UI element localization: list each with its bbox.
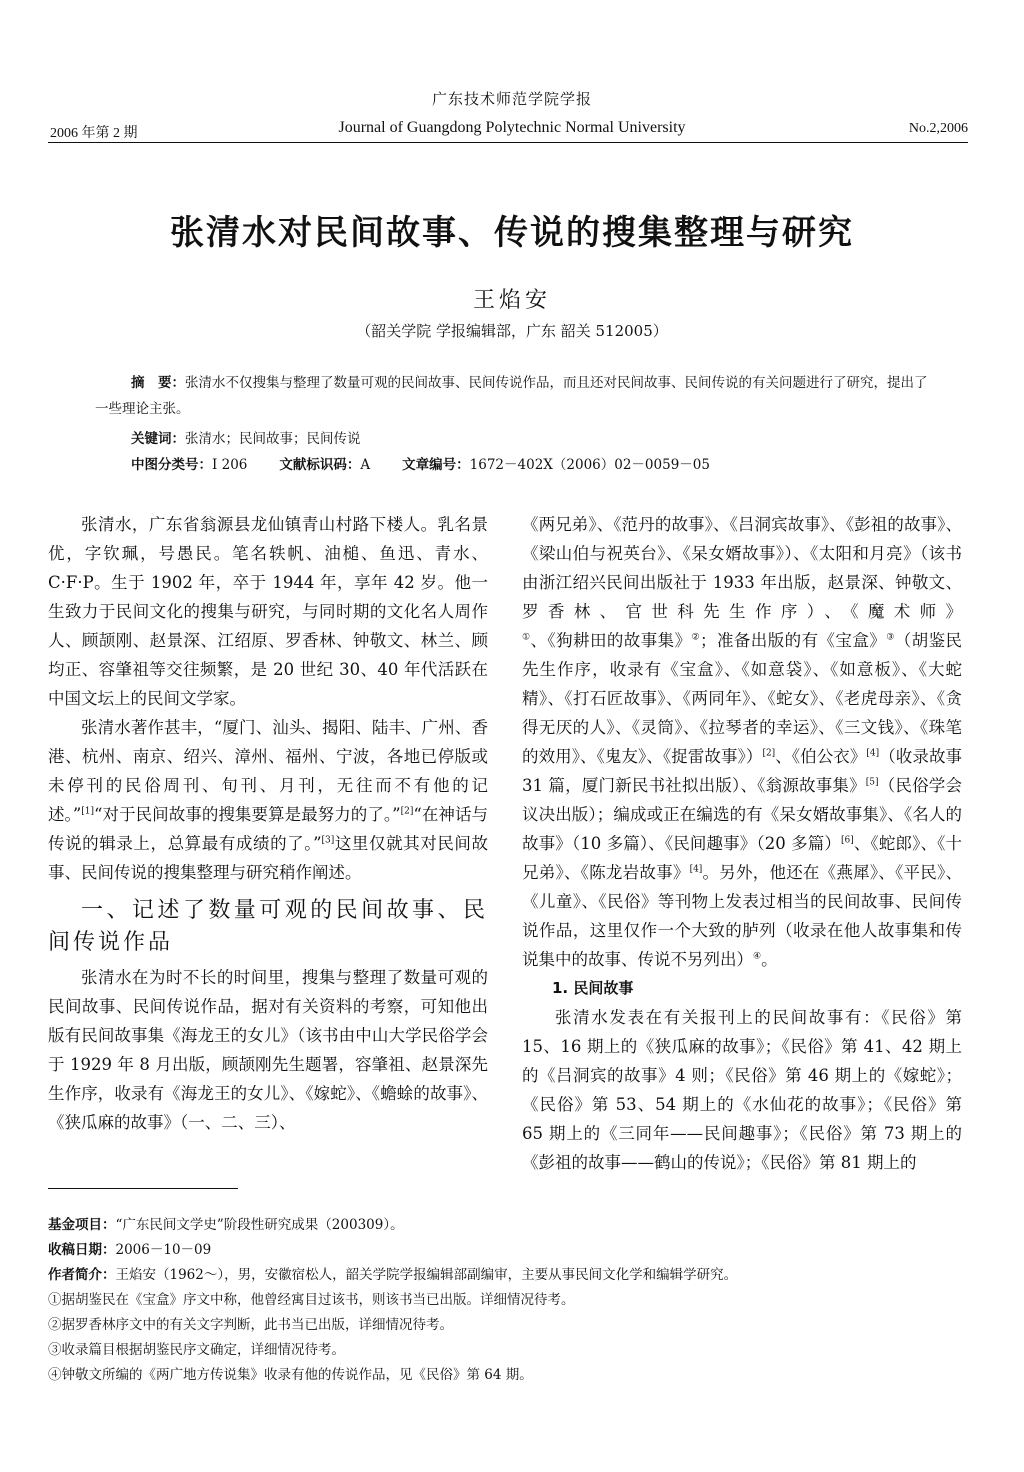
clc-label: 中图分类号：: [131, 457, 212, 473]
paragraph-text: （民俗学会议决出版）；编成或正在编选的有《呆女婿故事集》、《名人的故事》（10 多篇）、《民间趣事》（20 多篇）: [522, 776, 962, 853]
citation-ref: [6]: [841, 835, 854, 846]
keywords-label: 关键词：: [131, 431, 185, 447]
bio-label: 作者简介：: [48, 1267, 116, 1283]
issue-label-en: No.2,2006: [908, 121, 968, 136]
citation-ref: [4]: [689, 864, 703, 875]
clc-value: I 206: [212, 457, 248, 473]
article-no-value: 1672－402X（2006）02－0059－05: [469, 457, 710, 473]
paragraph-text: 张清水著作甚丰，“厦门、汕头、揭阳、陆丰、广州、香港、杭州、南京、绍兴、漳州、福州、宁波，各地已停版或未停刊的民俗周刊、旬刊、月刊，无往而不有他的记述。”: [48, 718, 488, 824]
footnote-mark: ③: [886, 632, 895, 643]
body-paragraph: 张清水在为时不长的时间里，搜集与整理了数量可观的民间故事、民间传说作品，据对有关资料的考察，可知他出版有民间故事集《海龙王的女儿》（该书由中山大学民俗学会于 1929 年 8 月出版，顾颉刚先生题署，容肇祖、赵景深先生作序，收录有《海龙王的女儿》、《嫁蛇》、《蟾蜍的故事》、《狭瓜麻的故事》（一、二、三）、: [48, 968, 488, 1132]
journal-name-cn: 广东技术师范学院学报: [431, 90, 592, 108]
journal-name-en: Journal of Guangdong Polytechnic Normal University: [338, 119, 686, 136]
date-text: 2006－10－09: [115, 1242, 212, 1258]
doc-code-label: 文献标识码：: [279, 457, 361, 473]
citation-ref: [5]: [865, 777, 879, 788]
subsection-heading: 1. 民间故事: [552, 979, 634, 997]
body-paragraph: 张清水发表在有关报刊上的民间故事有：《民俗》第 15、16 期上的《狭瓜麻的故事》；《民俗》第 41、42 期上的《吕洞宾的故事》4 则；《民俗》第 46 期上的《嫁蛇》；《民俗》第 53、54 期上的《水仙花的故事》；《民俗》第 65 期上的《三同年——民间趣事》；《民俗》第 73 期上的《彭祖的故事——鹤山的传说》；《民俗》第 81 期上的: [522, 1008, 962, 1172]
citation-ref: [2]: [400, 806, 414, 817]
abstract-text: 张清水不仅搜集与整理了数量可观的民间故事、民间传说作品，而且还对民间故事、民间传说的有关问题进行了研究，提出了一些理论主张。: [95, 375, 928, 417]
doc-code-value: A: [360, 457, 371, 473]
author-affiliation: （韶关学院 学报编辑部，广东 韶关 512005）: [356, 322, 668, 340]
article-no-label: 文章编号：: [402, 457, 470, 473]
keywords: [131, 426, 361, 452]
citation-ref: [3]: [321, 835, 335, 846]
footnote-mark: ④: [753, 951, 762, 962]
body-column-right: [522, 510, 962, 1177]
received-date: [48, 1238, 978, 1263]
body-paragraph: 张清水，广东省翁源县龙仙镇青山村路下楼人。乳名景优，字钦珮，号愚民。笔名轶帆、油槌、鱼迅、青水、C·F·P。生于 1902 年，卒于 1944 年，享年 42 岁。他一生致力于民间文化的搜集与研究，与同时期的文化名人周作人、顾颉刚、赵景深、江绍原、罗香林、钟敬文、林兰、顾均正、容肇祖等交往频繁，是 20 世纪 30、40 年代活跃在中国文坛上的民间文学家。: [48, 515, 488, 708]
paragraph-text: （胡鉴民先生作序，收录有《宝盒》、《如意袋》、《如意板》、《大蛇精》、《打石匠故事》、《两同年》、《蛇女》、《老虎母亲》、《贪得无厌的人》、《灵筒》、《拉琴者的幸运》、《三文钱》、《珠笔的效用》、《鬼友》、《捉雷故事》）: [522, 631, 962, 766]
paragraph-text: 。: [761, 950, 778, 969]
paragraph-text: ；准备出版的有《宝盒》: [700, 631, 887, 650]
footnote-rule: [48, 1188, 238, 1189]
abstract: [95, 370, 935, 422]
paragraph-text: 、《狗耕田的故事集》: [530, 631, 692, 650]
footnote-mark: ①: [522, 632, 531, 643]
fund-note: [48, 1213, 978, 1238]
date-label: 收稿日期：: [48, 1242, 116, 1258]
body-paragraph: [522, 510, 962, 974]
footnote-2: ②据罗香林序文中的有关文字判断，此书当已出版，详细情况待考。: [48, 1317, 453, 1333]
keywords-text: 张清水；民间故事；民间传说: [185, 431, 361, 447]
citation-ref: [1]: [81, 806, 95, 817]
citation-ref: [4]: [866, 748, 880, 759]
header-rule: [48, 142, 968, 143]
paragraph-text: 、《伯公衣》: [775, 747, 867, 766]
paragraph-text: “在神话与传说的辑录上，总算最有成绩的了。”: [48, 805, 489, 853]
footnotes: [48, 1213, 978, 1388]
footnote-1: ①据胡鉴民在《宝盒》序文中称，他曾经寓目过该书，则该书当已出版。详细情况待考。: [48, 1292, 575, 1308]
fund-text: “广东民间文学史”阶段性研究成果（200309）。: [115, 1217, 404, 1233]
body-column-left: [48, 510, 488, 1137]
paragraph-text: “对于民间故事的搜集要算是最努力的了。”: [94, 805, 401, 824]
paragraph-text: 《两兄弟》、《范丹的故事》、《吕洞宾故事》、《彭祖的故事》、《梁山伯与祝英台》、《呆女婿故事》）、《太阳和月亮》（该书由浙江绍兴民间出版社于 1933 年出版，赵景深、钟敬文、罗香林、官世科先生作序）、《魔术师》: [522, 515, 962, 621]
footnote-mark: ②: [691, 632, 701, 643]
issue-label-cn: 2006 年第 2 期: [50, 126, 138, 141]
fund-label: 基金项目：: [48, 1217, 116, 1233]
abstract-label: 摘 要：: [131, 375, 185, 391]
footnote-3: ③收录篇目根据胡鉴民序文确定，详细情况待考。: [48, 1342, 345, 1358]
section-heading: 一、记述了数量可观的民间故事、民间传说作品: [48, 898, 488, 955]
paragraph-text: 。另外，他还在《燕犀》、《平民》、《儿童》、《民俗》等刊物上发表过相当的民间故事、民间传说作品，这里仅作一个大致的胪列（收录在他人故事集和传说集中的故事、传说不另列出）: [522, 863, 963, 969]
paragraph-text: 这里仅就其对民间故事、民间传说的搜集整理与研究稍作阐述。: [48, 834, 489, 882]
article-author: 王焰安: [472, 288, 551, 313]
footnote-4: ④钟敬文所编的《两广地方传说集》收录有他的传说作品，见《民俗》第 64 期。: [48, 1367, 533, 1383]
classification-line: [131, 452, 710, 478]
article-title: 张清水对民间故事、传说的搜集整理与研究: [170, 213, 854, 253]
paragraph-text: （收录故事 31 篇，厦门新民书社拟出版）、《翁源故事集》: [522, 747, 963, 795]
bio-text: 王焰安（1962～），男，安徽宿松人，韶关学院学报编辑部副编审，主要从事民间文化学和编辑学研究。: [115, 1267, 738, 1283]
citation-ref: [2]: [762, 748, 776, 759]
author-bio: [48, 1263, 978, 1288]
body-paragraph: [48, 713, 488, 887]
paragraph-text: 、《蛇郎》、《十兄弟》、《陈龙岩故事》: [522, 834, 963, 882]
